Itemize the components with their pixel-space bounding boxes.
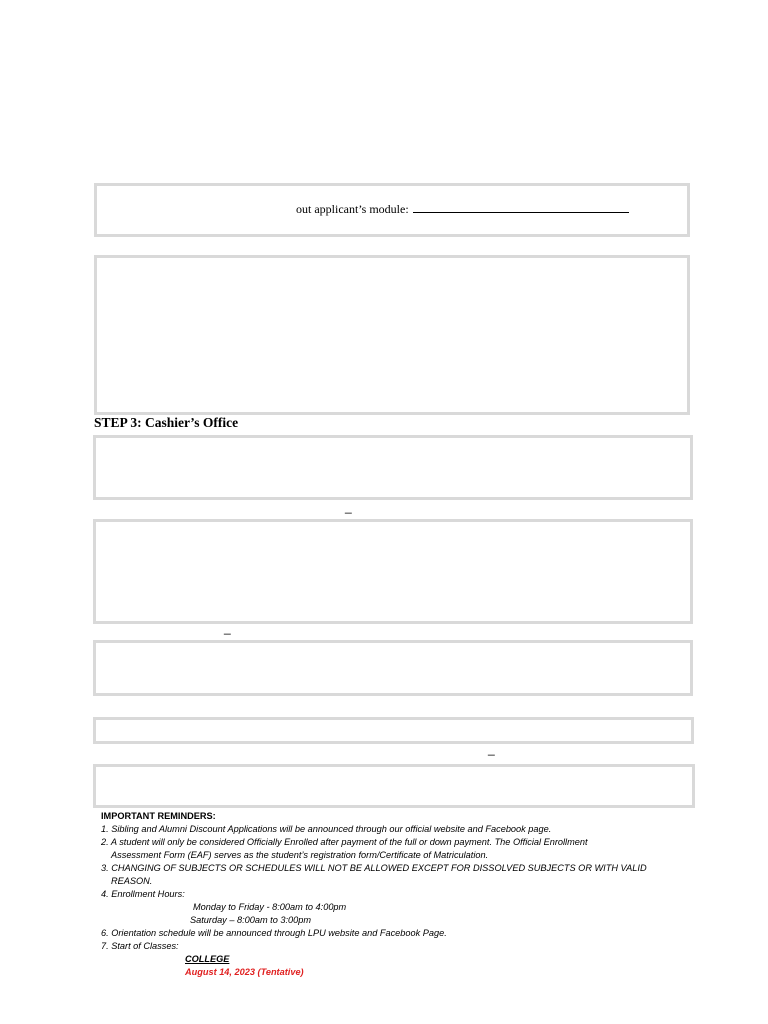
reminder-item: 1. Sibling and Alumni Discount Applications will be announced through our official website and Facebook page. <box>101 824 552 834</box>
enrollment-hours-weekday: Monday to Friday - 8:00am to 4:00pm <box>193 902 347 912</box>
college-label: COLLEGE <box>185 954 230 964</box>
step3-heading: STEP 3: Cashier’s Office <box>94 415 239 430</box>
college-start-date: August 14, 2023 (Tentative) <box>185 967 304 977</box>
applicant-module-line <box>296 202 629 217</box>
reminder-item: 4. Enrollment Hours: <box>101 889 185 899</box>
reminder-item-continued: REASON. <box>111 876 153 886</box>
applicant-module-blank[interactable] <box>413 203 629 213</box>
dash-mark: _ <box>345 500 352 514</box>
cashier-box-2 <box>93 519 693 624</box>
cashier-box-1 <box>93 435 693 500</box>
reminder-item-continued: Assessment Form (EAF) serves as the student’s registration form/Certificate of Matriculation. <box>111 850 489 860</box>
cashier-box-5 <box>93 764 695 808</box>
cashier-box-4 <box>93 717 694 744</box>
enrollment-hours-saturday: Saturday – 8:00am to 3:00pm <box>190 915 312 925</box>
cashier-box-3 <box>93 640 693 696</box>
important-reminders <box>101 810 681 979</box>
applicant-module-label: out applicant’s module: <box>296 202 409 216</box>
reminder-item: 7. Start of Classes: <box>101 941 179 951</box>
reminders-title: IMPORTANT REMINDERS: <box>101 811 216 821</box>
dash-mark: _ <box>488 742 495 756</box>
reminder-item: 6. Orientation schedule will be announced through LPU website and Facebook Page. <box>101 928 447 938</box>
step2-box <box>94 255 690 415</box>
reminder-item: 2. A student will only be considered Officially Enrolled after payment of the full or down payment. The Official Enrollment <box>101 837 588 847</box>
reminder-item: 3. CHANGING OF SUBJECTS OR SCHEDULES WILL NOT BE ALLOWED EXCEPT FOR DISSOLVED SUBJECTS OR WITH VALID <box>101 863 647 873</box>
dash-mark: _ <box>224 621 231 635</box>
